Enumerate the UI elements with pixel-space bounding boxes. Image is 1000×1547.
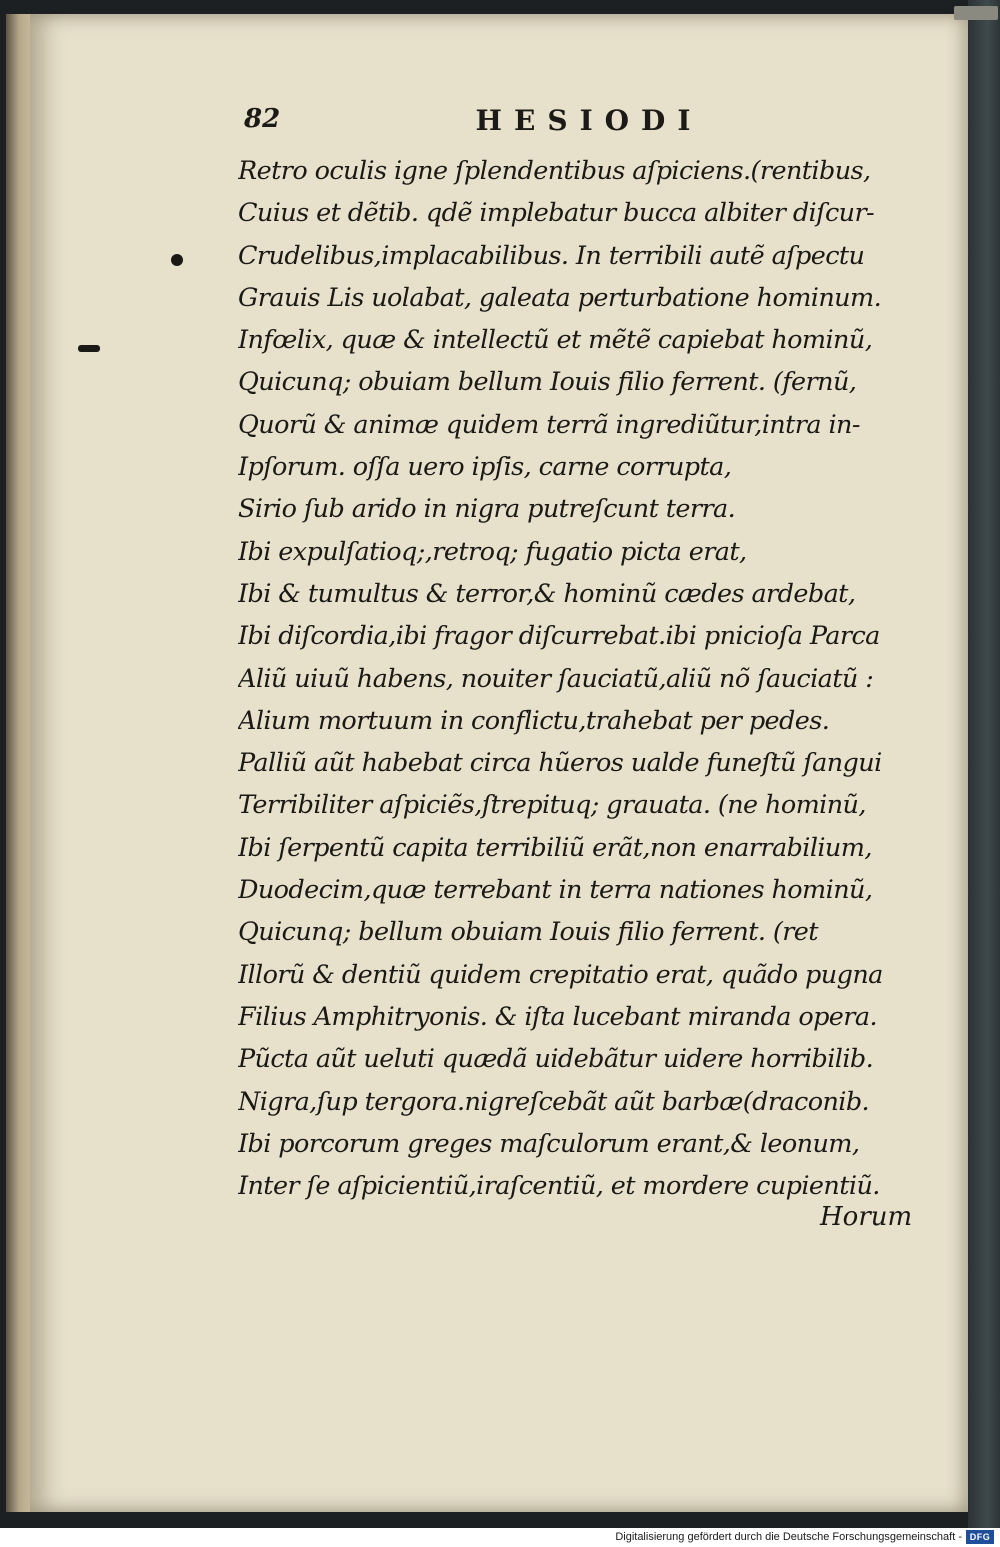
verse-line: Sirio ſub arido in nigra putreſcunt terra. <box>238 494 736 525</box>
verse-line: Infœlix, quæ & intellectũ et mẽtẽ capiebat hominũ, <box>238 325 873 356</box>
margin-ink-dash <box>78 345 100 352</box>
verse-line: Crudelibus,implacabilibus. In terribili autẽ aſpectu <box>238 240 865 271</box>
verse-line: Alium mortuum in conflictu,trahebat per pedes. <box>238 705 830 736</box>
verse-line: Palliũ aũt habebat circa hũeros ualde funeſtũ ſangui <box>238 748 882 779</box>
verse-line: Ibi ſerpentũ capita terribiliũ erãt,non enarrabilium, <box>238 832 872 863</box>
verse-line: Ibi diſcordia,ibi fragor diſcurrebat.ibi pnicioſa Parca <box>238 621 880 652</box>
verse-line: Grauis Lis uolabat, galeata perturbatione hominum. <box>238 282 882 313</box>
verse-line: Aliũ uiuũ habens, nouiter ſauciatũ,aliũ nõ ſauciatũ : <box>238 663 874 694</box>
book-cover-edge <box>968 0 1000 1528</box>
color-strip-tab <box>954 6 998 20</box>
running-head <box>240 104 930 138</box>
verse-line: Quicunq; obuiam bellum Iouis filio ferrent. (fernũ, <box>238 367 857 398</box>
catchword: Horum <box>820 1202 913 1232</box>
verse-line: Cuius et dẽtib. qdẽ implebatur bucca albiter diſcur- <box>238 198 875 229</box>
verse-line: Retro oculis igne ſplendentibus aſpiciens.(rentibus, <box>238 156 871 186</box>
verse-line: Ibi porcorum greges maſculorum erant,& leonum, <box>238 1128 860 1159</box>
funding-credit: Digitalisierung gefördert durch die Deutsche Forschungsgemeinschaft - <box>615 1531 962 1543</box>
verse-line: Nigra,ſup tergora.nigreſcebãt aũt barbæ(draconib. <box>238 1086 870 1117</box>
page-number: 82 <box>244 104 281 134</box>
verse-line: Terribiliter aſpiciẽs,ſtrepituq; grauata. (ne hominũ, <box>238 790 866 821</box>
verse-line: Duodecim,quæ terrebant in terra nationes hominũ, <box>238 875 873 906</box>
verse-line: Quorũ & animæ quidem terrã ingrediũtur,intra in- <box>238 409 860 440</box>
verse-line: Filius Amphitryonis. & iſta lucebant miranda opera. <box>238 1001 877 1032</box>
verse-line: Ibi expulſatioq;,retroq; fugatio picta erat, <box>238 536 747 567</box>
margin-ink-dot <box>171 254 183 266</box>
verse-line: Ipſorum. oſſa uero ipſis, carne corrupta, <box>238 452 732 483</box>
verse-line: Inter ſe aſpicientiũ,iraſcentiũ, et mordere cupientiũ. <box>238 1171 880 1202</box>
verse-text-block <box>238 150 928 1207</box>
running-title: HESIODI <box>475 104 703 137</box>
verse-line: Pũcta aũt ueluti quædã uidebãtur uidere horribilib. <box>238 1044 874 1075</box>
verse-line: Quicunq; bellum obuiam Iouis filio ferrent. (ret <box>238 917 818 948</box>
verse-line: Ibi & tumultus & terror,& hominũ cædes ardebat, <box>238 578 856 609</box>
dfg-logo-icon: DFG <box>966 1530 994 1544</box>
verse-line: Illorũ & dentiũ quidem crepitatio erat, quãdo pugna <box>238 959 883 990</box>
